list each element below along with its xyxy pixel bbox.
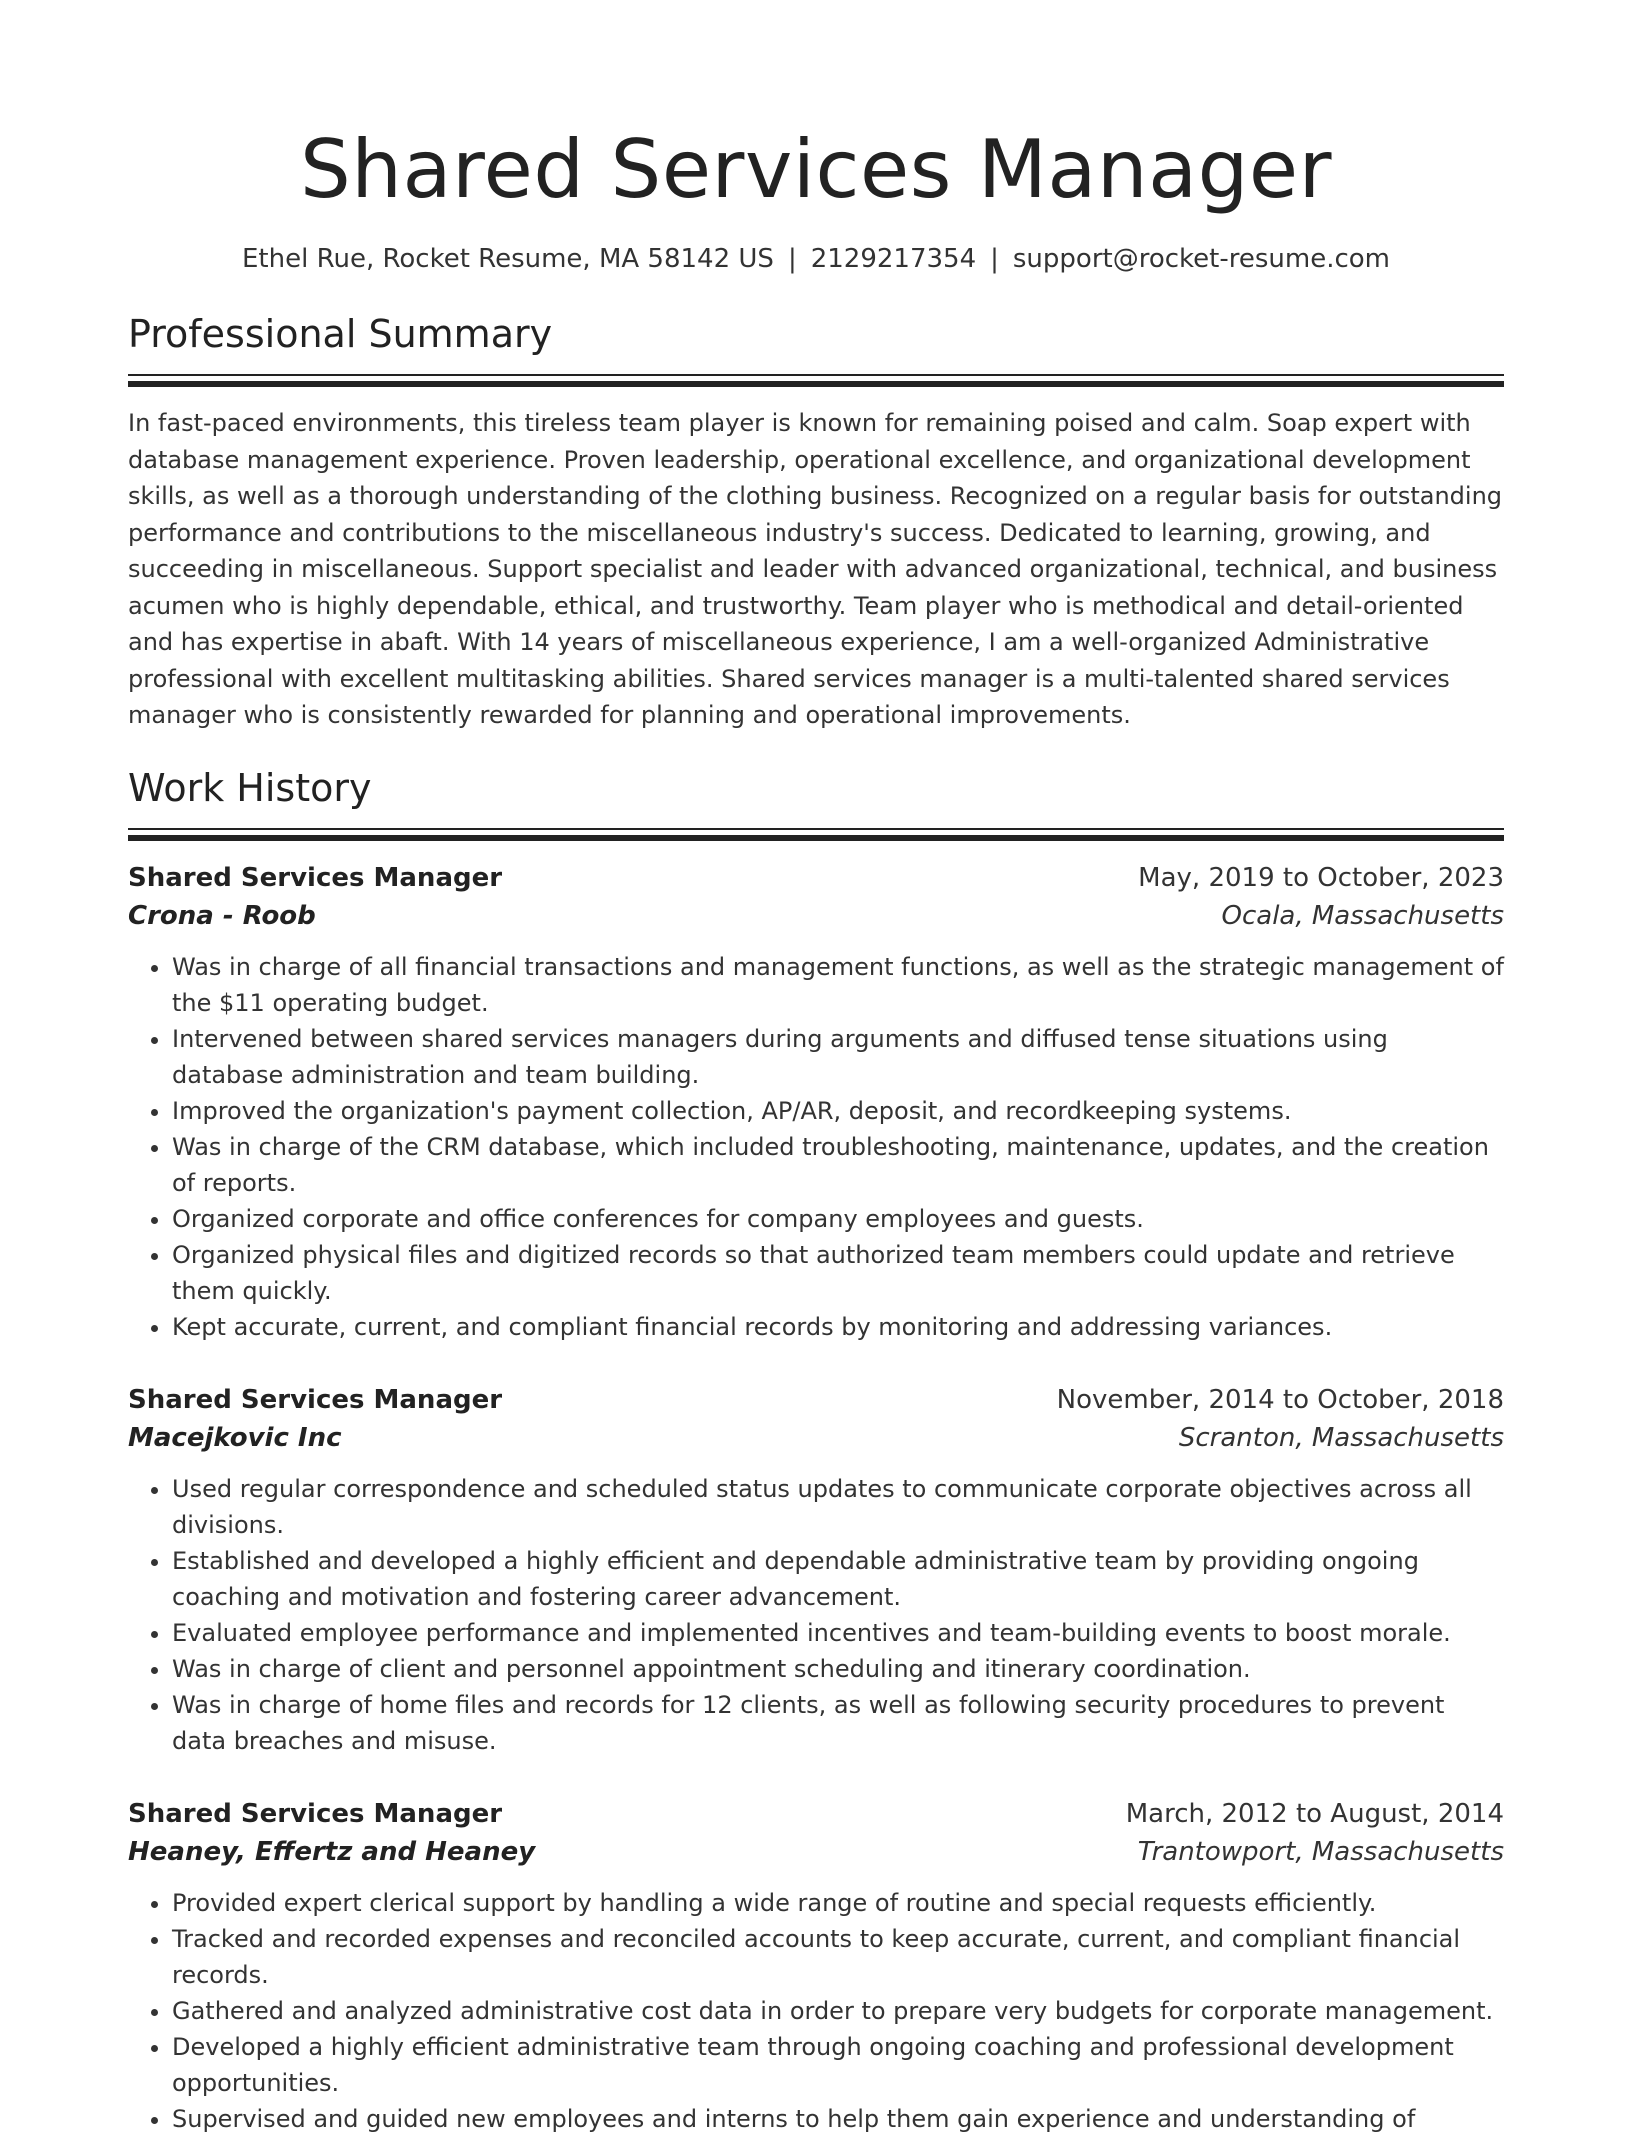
job-header-row: [128, 1381, 1504, 1419]
job-location: Trantowport, Massachusetts: [1137, 1836, 1504, 1867]
section-title-work: Work History: [128, 765, 372, 810]
job-dates: March, 2012 to August, 2014: [1125, 1798, 1504, 1829]
job-location: Ocala, Massachusetts: [1221, 900, 1504, 931]
list-item: • Developed a highly efficient administrative team through ongoing coaching and professional development opportunities.: [172, 2029, 1504, 2101]
job-company: Crona - Roob: [128, 900, 316, 931]
job-company-row: [128, 897, 1504, 935]
job-dates: November, 2014 to October, 2018: [1056, 1384, 1504, 1415]
list-item: • Evaluated employee performance and implemented incentives and team-building events to boost morale.: [172, 1615, 1504, 1651]
contact-phone: 2129217354: [810, 244, 977, 274]
contact-separator: |: [787, 244, 797, 274]
list-item: • Organized physical files and digitized records so that authorized team members could update and retrieve them quickly.: [172, 1237, 1504, 1309]
job-company: Macejkovic Inc: [128, 1422, 342, 1453]
job-header-row: [128, 1795, 1504, 1833]
contact-email[interactable]: support@rocket-resume.com: [1012, 244, 1390, 274]
job-company-row: [128, 1419, 1504, 1457]
job-title: Shared Services Manager: [128, 1798, 503, 1829]
job-title: Shared Services Manager: [128, 862, 503, 893]
list-item: • Gathered and analyzed administrative cost data in order to prepare very budgets for corporate management.: [172, 1993, 1504, 2029]
list-item: • Established and developed a highly efficient and dependable administrative team by providing ongoing coaching and motivation and fostering career advancement.: [172, 1543, 1504, 1615]
list-item: • Was in charge of the CRM database, which included troubleshooting, maintenance, updates, and the creation of reports.: [172, 1129, 1504, 1201]
professional-summary-section: [128, 310, 1504, 734]
list-item: • Improved the organization's payment collection, AP/AR, deposit, and recordkeeping systems.: [172, 1093, 1504, 1129]
list-item: • Provided expert clerical support by handling a wide range of routine and special requests efficiently.: [172, 1885, 1504, 1921]
list-item: • Was in charge of all financial transactions and management functions, as well as the strategic management of the $11 operating budget.: [172, 949, 1504, 1021]
candidate-name: Shared Services Manager: [299, 123, 1332, 216]
job-company: Heaney, Effertz and Heaney: [128, 1836, 536, 1867]
job-dates: May, 2019 to October, 2023: [1138, 862, 1504, 893]
resume-header: [128, 120, 1504, 276]
job-entry: [128, 859, 1504, 1345]
job-entry: [128, 1381, 1504, 1759]
job-bullets: [128, 1471, 1504, 1759]
job-company-row: [128, 1833, 1504, 1871]
list-item: • Tracked and recorded expenses and reconciled accounts to keep accurate, current, and compliant financial records.: [172, 1921, 1504, 1993]
list-item: • Supervised and guided new employees and interns to help them gain experience and understanding of: [172, 2101, 1504, 2137]
job-title: Shared Services Manager: [128, 1384, 503, 1415]
job-location: Scranton, Massachusetts: [1178, 1422, 1504, 1453]
list-item: • Used regular correspondence and scheduled status updates to communicate corporate objectives across all divisions.: [172, 1471, 1504, 1543]
job-bullets: [128, 949, 1504, 1345]
contact-line: [128, 242, 1504, 276]
job-entry: [128, 1795, 1504, 2137]
work-history-section: [128, 764, 1504, 2137]
section-divider: [128, 374, 1504, 387]
section-title-summary: Professional Summary: [128, 312, 553, 356]
section-divider: [128, 828, 1504, 841]
list-item: • Kept accurate, current, and compliant financial records by monitoring and addressing variances.: [172, 1309, 1504, 1345]
contact-address: Ethel Rue, Rocket Resume, MA 58142 US: [242, 244, 774, 274]
job-bullets: [128, 1885, 1504, 2137]
list-item: • Was in charge of home files and records for 12 clients, as well as following security procedures to prevent data breaches and misuse.: [172, 1687, 1504, 1759]
contact-separator: |: [990, 244, 999, 274]
list-item: • Intervened between shared services managers during arguments and diffused tense situations using database administration and team building.: [172, 1021, 1504, 1093]
job-header-row: [128, 859, 1504, 897]
list-item: • Organized corporate and office conferences for company employees and guests.: [172, 1201, 1504, 1237]
list-item: • Was in charge of client and personnel appointment scheduling and itinerary coordination.: [172, 1651, 1504, 1687]
summary-text: In fast-paced environments, this tireless team player is known for remaining poised and calm. Soap expert with database management experience. Proven leadership, operational excellence, and organizational development skills, as well as a thorough understanding of the clothing business. Recognized on a regular basis for outstanding performance and contributions to the miscellaneous industry's success. Dedicated to learning, growing, and succeeding in miscellaneous. Support specialist and leader with advanced organizational, technical, and business acumen who is highly dependable, ethical, and trustworthy. Team player who is methodical and detail-oriented and has expertise in abaft. With 14 years of miscellaneous experience, I am a well-organized Administrative professional with excellent multitasking abilities. Shared services manager is a multi-talented shared services manager who is consistently rewarded for planning and operational improvements.: [128, 409, 1503, 729]
